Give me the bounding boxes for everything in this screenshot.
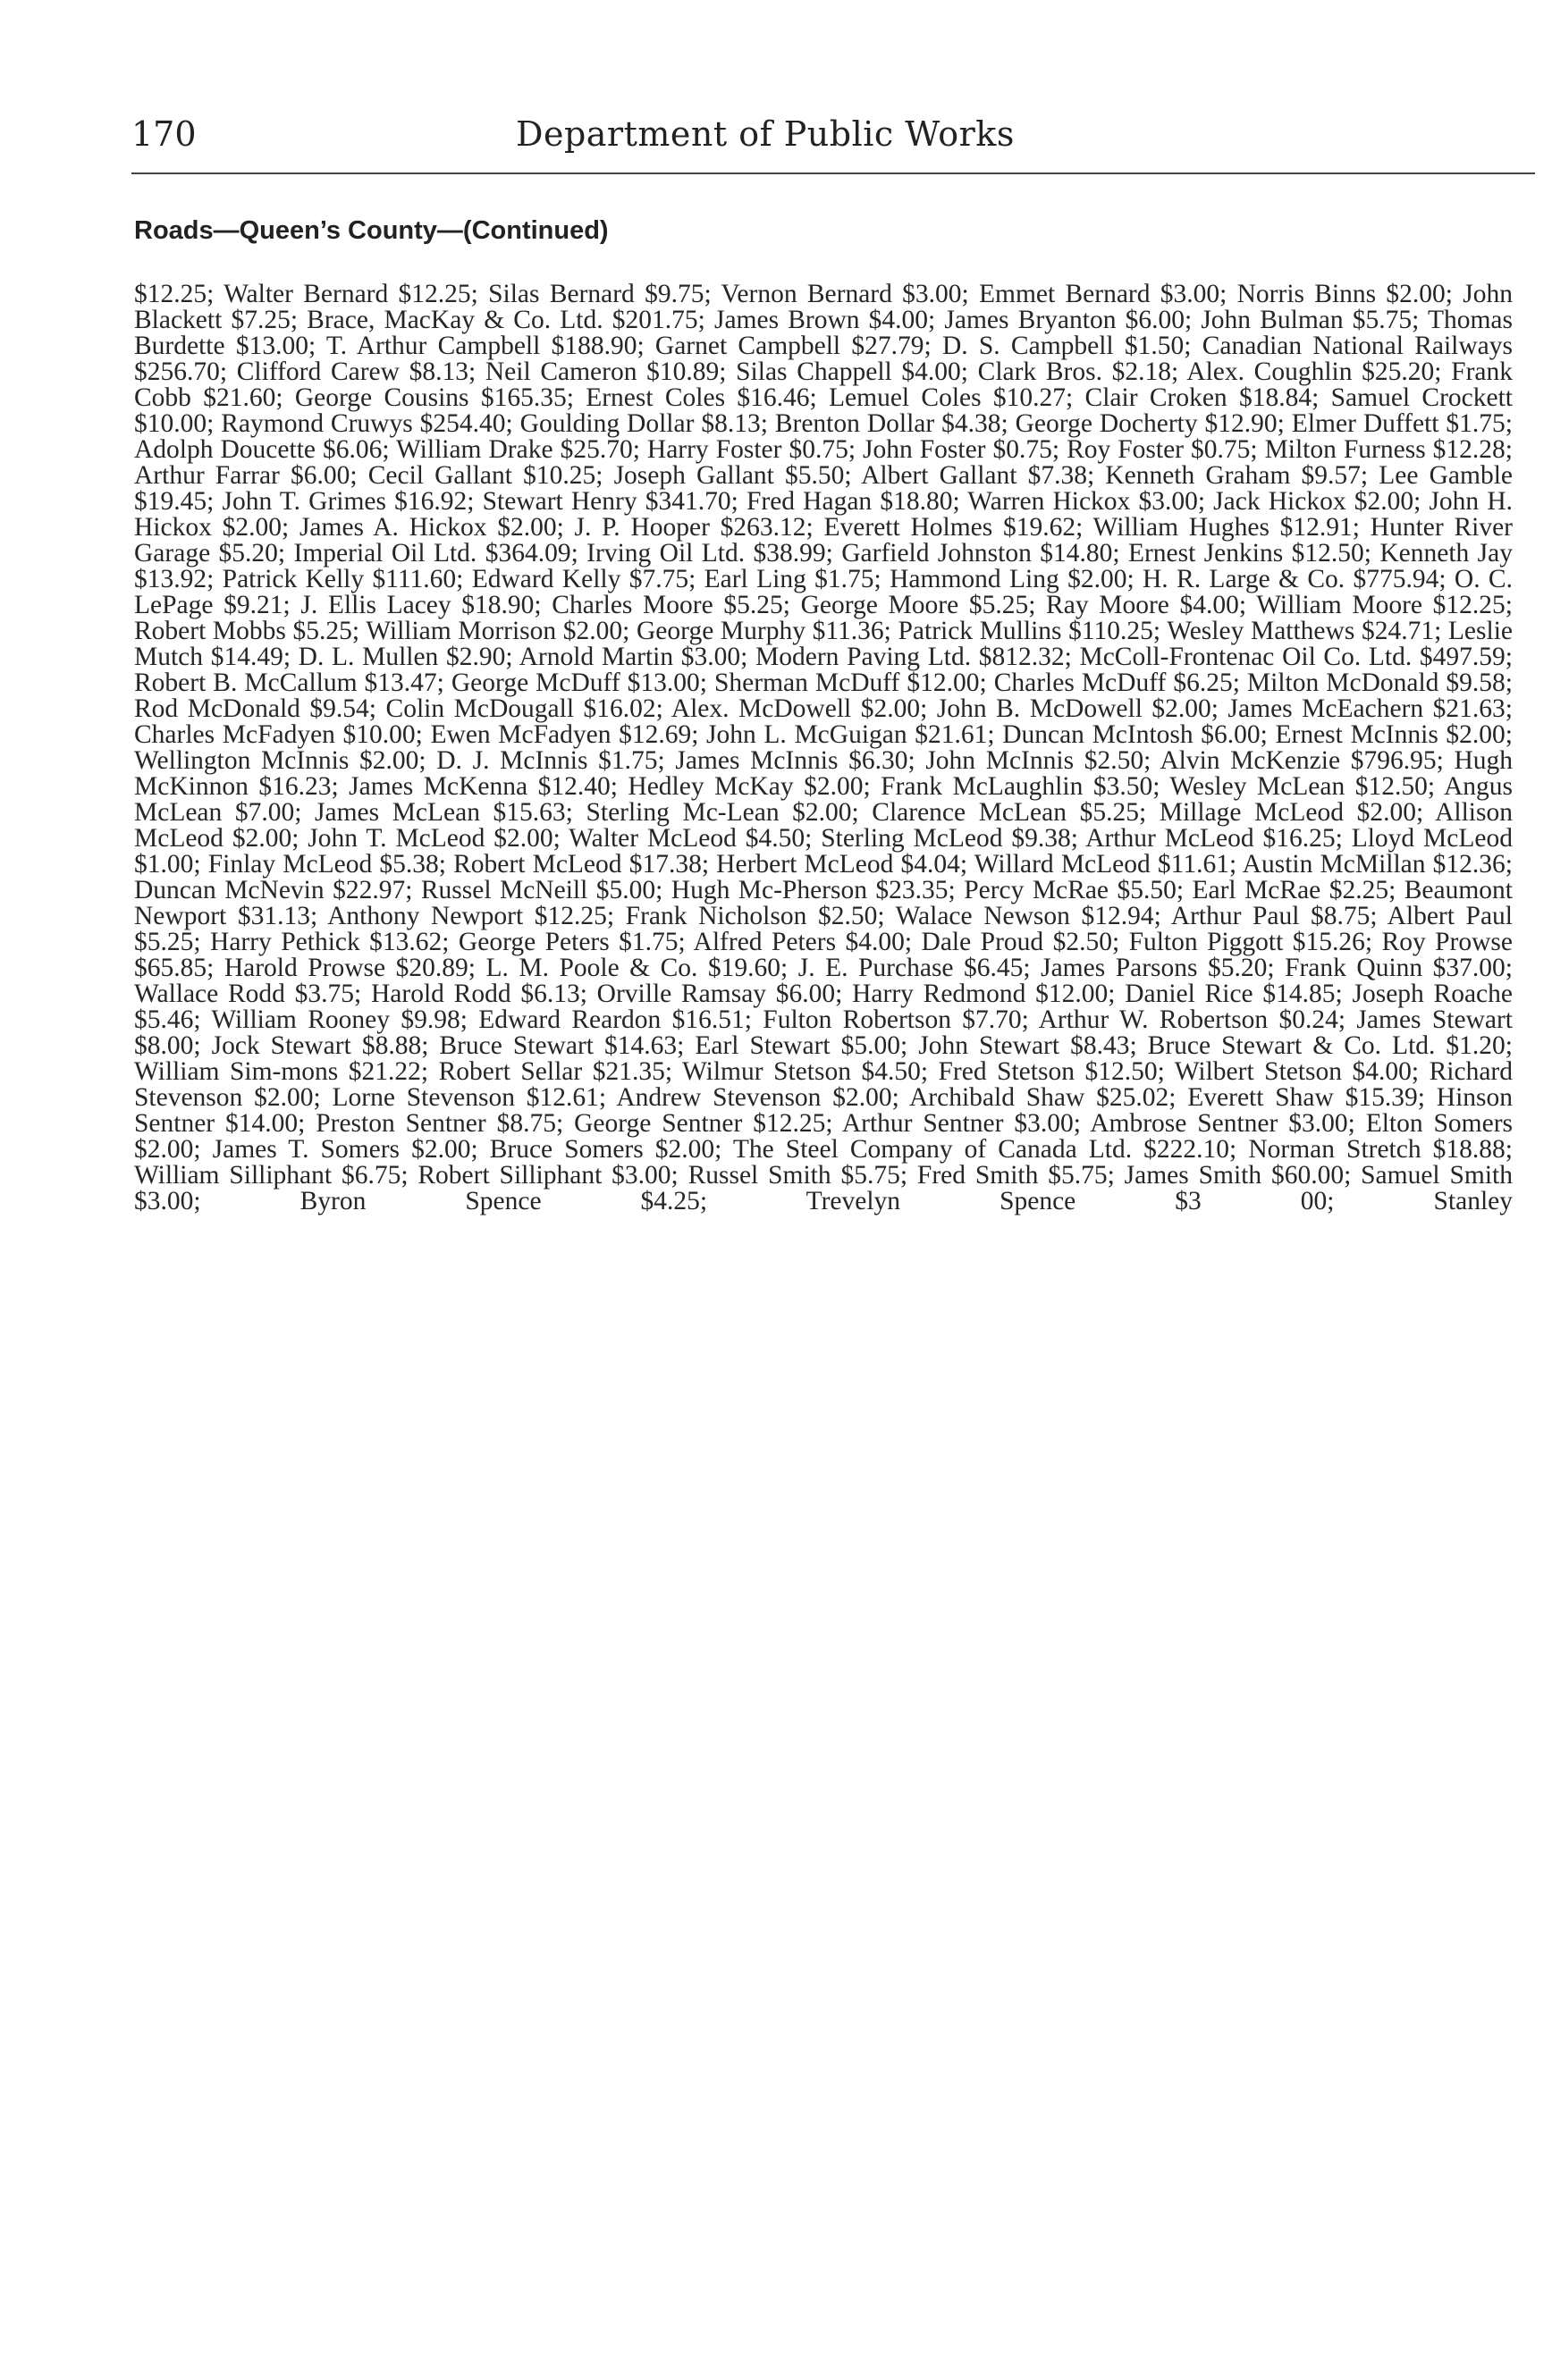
running-head: Department of Public Works	[516, 114, 1015, 154]
body-paragraph: $12.25; Walter Bernard $12.25; Silas Bernard $9.75; Vernon Bernard $3.00; Emmet Bernard $3.00; Norris Binns $2.00; John Blackett $7.25; Brace, MacKay & Co. Ltd. $201.75; James Brown $4.00; James Bryanton $6.00; John Bulman $5.75; Thomas Burdette $13.00; T. Arthur Campbell $188.90; Garnet Campbell $27.79; D. S. Campbell $1.50; Canadian National Railways $256.70; Clifford Carew $8.13; Neil Cameron $10.89; Silas Chappell $4.00; Clark Bros. $2.18; Alex. Coughlin $25.20; Frank Cobb $21.60; George Cousins $165.35; Ernest Coles $16.46; Lemuel Coles $10.27; Clair Croken $18.84; Samuel Crockett $10.00; Raymond Cruwys $254.40; Goulding Dollar $8.13; Brenton Dollar $4.38; George Docherty $12.90; Elmer Duffett $1.75; Adolph Doucette $6.06; William Drake $25.70; Harry Foster $0.75; John Foster $0.75; Roy Foster $0.75; Milton Furness $12.28; Arthur Farrar $6.00; Cecil Gallant $10.25; Joseph Gallant $5.50; Albert Gallant $7.38; Kenneth Graham $9.57; Lee Gamble $19.45; John T. Grimes $16.92; Stewart Henry $341.70; Fred Hagan $18.80; Warren Hickox $3.00; Jack Hickox $2.00; John H. Hickox $2.00; James A. Hickox $2.00; J. P. Hooper $263.12; Everett Holmes $19.62; William Hughes $12.91; Hunter River Garage $5.20; Imperial Oil Ltd. $364.09; Irving Oil Ltd. $38.99; Garfield Johnston $14.80; Ernest Jenkins $12.50; Kenneth Jay $13.92; Patrick Kelly $111.60; Edward Kelly $7.75; Earl Ling $1.75; Hammond Ling $2.00; H. R. Large & Co. $775.94; O. C. LePage $9.21; J. Ellis Lacey $18.90; Charles Moore $5.25; George Moore $5.25; Ray Moore $4.00; William Moore $12.25; Robert Mobbs $5.25; William Morrison $2.00; George Murphy $11.36; Patrick Mullins $110.25; Wesley Matthews $24.71; Leslie Mutch $14.49; D. L. Mullen $2.90; Arnold Martin $3.00; Modern Paving Ltd. $812.32; McColl-Frontenac Oil Co. Ltd. $497.59; Robert B. McCallum $13.47; George McDuff $13.00; Sherman McDuff $12.00; Charles McDuff $6.25; Milton McDonald $9.58; Rod McDonald $9.54; Colin McDougall $16.02; Alex. McDowell $2.00; John B. McDowell $2.00; James McEachern $21.63; Charles McFadyen $10.00; Ewen McFadyen $12.69; John L. McGuigan $21.61; Duncan McIntosh $6.00; Ernest McInnis $2.00; Wellington McInnis $2.00; D. J. McInnis $1.75; James McInnis $6.30; John McInnis $2.50; Alvin McKenzie $796.95; Hugh McKinnon $16.23; James McKenna $12.40; Hedley McKay $2.00; Frank McLaughlin $3.50; Wesley McLean $12.50; Angus McLean $7.00; James McLean $15.63; Sterling Mc-Lean $2.00; Clarence McLean $5.25; Millage McLeod $2.00; Allison McLeod $2.00; John T. McLeod $2.00; Walter McLeod $4.50; Sterling McLeod $9.38; Arthur McLeod $16.25; Lloyd McLeod $1.00; Finlay McLeod $5.38; Robert McLeod $17.38; Herbert McLeod $4.04; Willard McLeod $11.61; Austin McMillan $12.36; Duncan McNevin $22.97; Russel McNeill $5.00; Hugh Mc-Pherson $23.35; Percy McRae $5.50; Earl McRae $2.25; Beaumont Newport $31.13; Anthony Newport $12.25; Frank Nicholson $2.50; Walace Newson $12.94; Arthur Paul $8.75; Albert Paul $5.25; Harry Pethick $13.62; George Peters $1.75; Alfred Peters $4.00; Dale Proud $2.50; Fulton Piggott $15.26; Roy Prowse $65.85; Harold Prowse $20.89; L. M. Poole & Co. $19.60; J. E. Purchase $6.45; James Parsons $5.20; Frank Quinn $37.00; Wallace Rodd $3.75; Harold Rodd $6.13; Orville Ramsay $6.00; Harry Redmond $12.00; Daniel Rice $14.85; Joseph Roache $5.46; William Rooney $9.98; Edward Reardon $16.51; Fulton Robertson $7.70; Arthur W. Robertson $0.24; James Stewart $8.00; Jock Stewart $8.88; Bruce Stewart $14.63; Earl Stewart $5.00; John Stewart $8.43; Bruce Stewart & Co. Ltd. $1.20; William Sim-mons $21.22; Robert Sellar $21.35; Wilmur Stetson $4.50; Fred Stetson $12.50; Wilbert Stetson $4.00; Richard Stevenson $2.00; Lorne Stevenson $12.61; Andrew Stevenson $2.00; Archibald Shaw $25.02; Everett Shaw $15.39; Hinson Sentner $14.00; Preston Sentner $8.75; George Sentner $12.25; Arthur Sentner $3.00; Ambrose Sentner $3.00; Elton Somers $2.00; James T. Somers $2.00; Bruce Somers $2.00; The Steel Company of Canada Ltd. $222.10; Norman Stretch $18.88; William Silliphant $6.75; Robert Silliphant $3.00; Russel Smith $5.75; Fred Smith $5.75; James Smith $60.00; Samuel Smith $3.00; Byron Spence $4.25; Trevelyn Spence $3 00; Stanley	[134, 280, 1513, 1215]
page-number: 170	[131, 114, 197, 154]
header-rule	[131, 172, 1535, 174]
section-heading: Roads—Queen’s County—(Continued)	[134, 216, 609, 245]
page-header	[131, 105, 1535, 168]
